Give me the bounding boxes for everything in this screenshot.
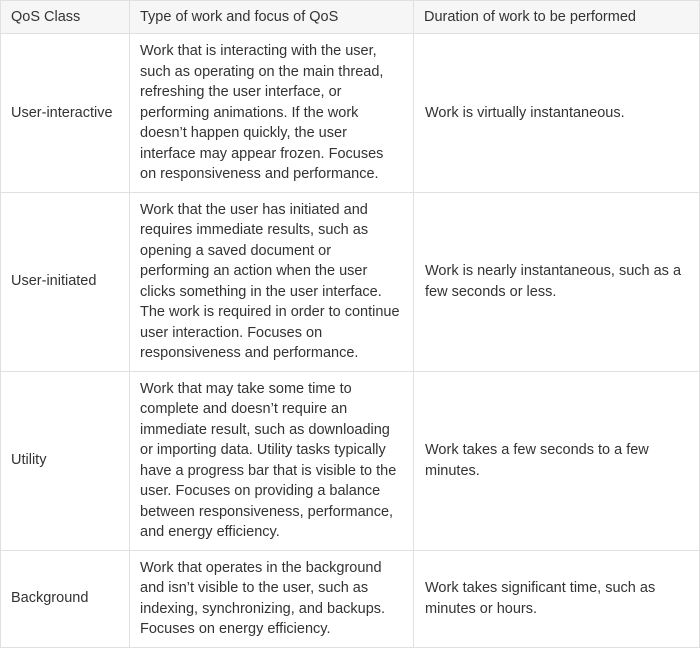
table-row	[1, 371, 700, 550]
table-body	[1, 34, 700, 648]
qos-class-cell: User-interactive	[1, 34, 130, 193]
table-row	[1, 192, 700, 371]
duration-cell: Work takes a few seconds to a few minutes.	[414, 371, 700, 550]
work-description-cell: Work that operates in the background and isn’t visible to the user, such as indexing, synchronizing, and backups. Focuses on energy efficiency.	[130, 550, 414, 647]
header-type-of-work: Type of work and focus of QoS	[130, 1, 414, 34]
duration-cell: Work takes significant time, such as minutes or hours.	[414, 550, 700, 647]
qos-class-cell: Utility	[1, 371, 130, 550]
duration-cell: Work is nearly instantaneous, such as a few seconds or less.	[414, 192, 700, 371]
work-description-cell: Work that the user has initiated and requires immediate results, such as opening a saved document or performing an action when the user clicks something in the user interface. The work is required in order to continue user interaction. Focuses on responsiveness and performance.	[130, 192, 414, 371]
qos-class-cell: Background	[1, 550, 130, 647]
header-row	[1, 1, 700, 34]
table-row	[1, 550, 700, 647]
work-description-cell: Work that is interacting with the user, such as operating on the main thread, refreshing the user interface, or performing animations. If the work doesn’t happen quickly, the user interface may appear frozen. Focuses on responsiveness and performance.	[130, 34, 414, 193]
header-qos-class: QoS Class	[1, 1, 130, 34]
table-row	[1, 34, 700, 193]
duration-cell: Work is virtually instantaneous.	[414, 34, 700, 193]
table-header	[1, 1, 700, 34]
header-duration: Duration of work to be performed	[414, 1, 700, 34]
qos-class-cell: User-initiated	[1, 192, 130, 371]
work-description-cell: Work that may take some time to complete and doesn’t require an immediate result, such as downloading or importing data. Utility tasks typically have a progress bar that is visible to the user. Focuses on providing a balance between responsiveness, performance, and energy efficiency.	[130, 371, 414, 550]
